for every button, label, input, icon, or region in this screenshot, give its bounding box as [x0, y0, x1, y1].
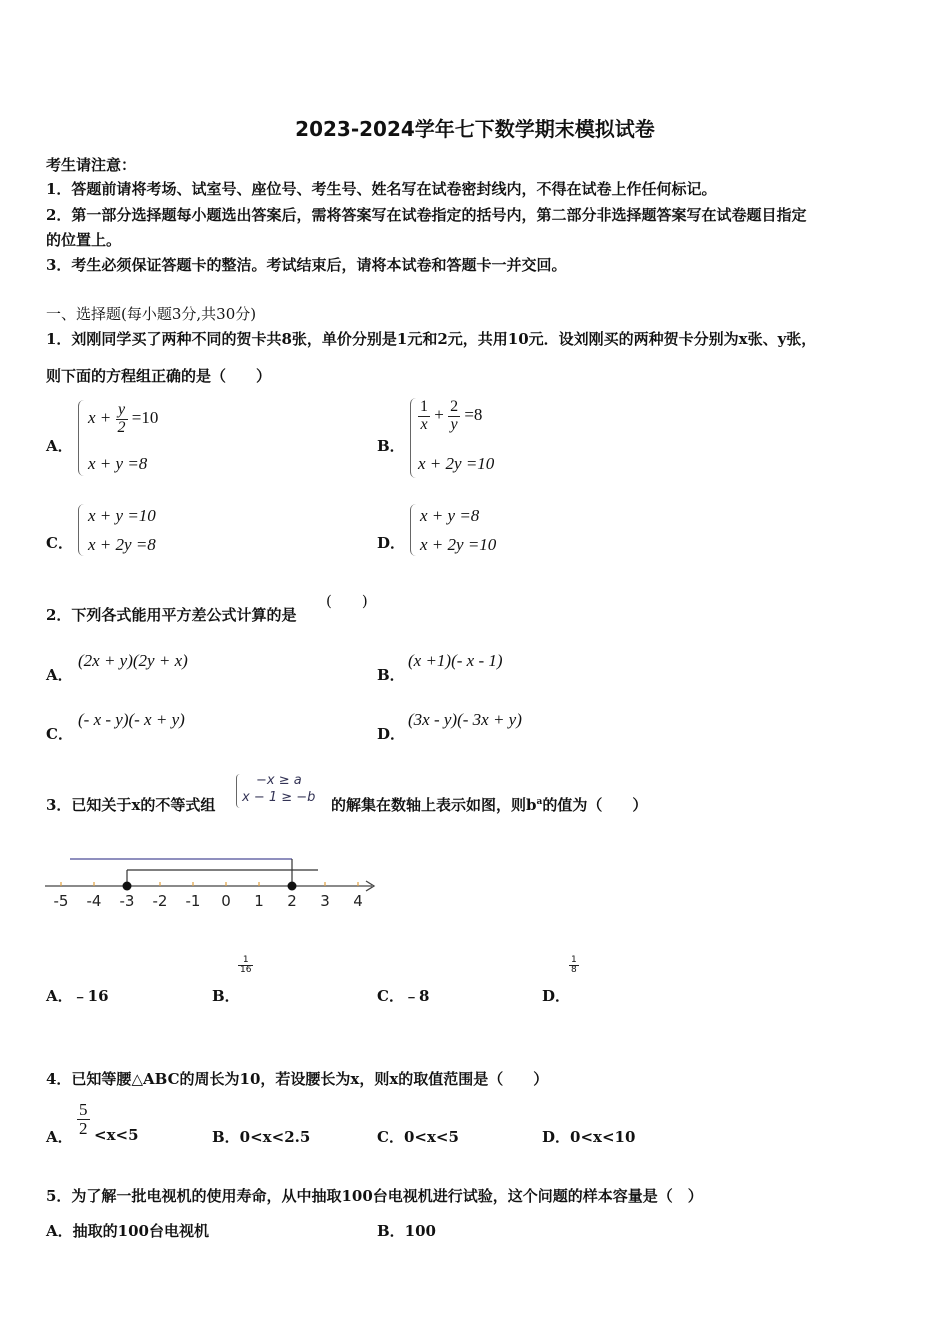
q3-axis-label: 1	[254, 892, 264, 910]
q1-d-brace	[410, 504, 419, 556]
q1-b-row1: $\frac{1}{x}$ + $\frac{2}{y}$ =8	[420, 398, 483, 433]
q3-axis-label: -4	[86, 892, 102, 910]
q4-option-d: D．0<x<10	[542, 1128, 636, 1146]
q3-number-line	[40, 850, 385, 912]
q2-option-b: (x +1)(- x - 1)	[408, 651, 503, 670]
q3-option-c: C．﹣8	[377, 987, 430, 1005]
notice-heading: 考生请注意：	[46, 156, 137, 174]
q4-option-a-frac: $\frac{5}{2}$	[79, 1100, 88, 1138]
q1-stem-line2: 则下面的方程组正确的是（ ）	[46, 367, 272, 385]
q1-a-row1: x + $\frac{y}{2}$ =10	[88, 401, 159, 436]
notice-item-1: 1．答题前请将考场、试室号、座位号、考生号、姓名写在试卷密封线内，不得在试卷上作任何标记。	[46, 180, 717, 198]
q3-sys-row2: x − 1 ≥ −b	[242, 790, 316, 805]
q3-stem-a: 3．已知关于x的不等式组	[46, 796, 216, 814]
q3-axis-label: -3	[119, 892, 135, 910]
q1-a-row2: x + y =8	[88, 454, 148, 473]
q4-option-c: C．0<x<5	[377, 1128, 459, 1146]
q2-option-a-label: A．	[46, 666, 73, 684]
q3-option-d-value: $\frac{1}{8}$	[571, 955, 577, 976]
q4-stem: 4．已知等腰△ABC的周长为10，若设腰长为x，则x的取值范围是（ ）	[46, 1070, 549, 1088]
q4-option-b: B．0<x<2.5	[212, 1128, 311, 1146]
q3-option-a: A．﹣16	[46, 987, 109, 1005]
q3-axis-label: 0	[221, 892, 231, 910]
q1-option-b-label: B．	[377, 437, 405, 455]
q3-axis-label: 2	[287, 892, 297, 910]
q1-option-d-label: D．	[377, 534, 406, 552]
q1-c-brace	[78, 504, 87, 556]
q3-option-b-label: B．	[212, 987, 240, 1005]
q3-axis-label: 4	[353, 892, 363, 910]
q2-option-b-label: B．	[377, 666, 405, 684]
q2-option-a: (2x + y)(2y + x)	[78, 651, 188, 670]
page-title: 2023-2024学年七下数学期末模拟试卷	[295, 117, 655, 141]
q1-stem-line1: 1．刘刚同学买了两种不同的贺卡共8张，单价分别是1元和2元，共用10元．设刘刚买的两种贺卡分别为x张、y张，	[46, 330, 817, 348]
q4-option-a-tail: <x<5	[94, 1126, 139, 1144]
q1-d-row2: x + 2y =10	[420, 535, 497, 554]
q4-option-a-label: A．	[46, 1128, 73, 1146]
q1-b-row2: x + 2y =10	[418, 454, 495, 473]
q2-option-d: (3x - y)(- 3x + y)	[408, 710, 522, 729]
q1-c-row2: x + 2y =8	[88, 535, 156, 554]
q5-stem: 5．为了解一批电视机的使用寿命，从中抽取100台电视机进行试验，这个问题的样本容量是（ ）	[46, 1187, 703, 1205]
section-heading: 一、选择题(每小题3分,共30分)	[46, 305, 257, 323]
q3-option-d-label: D．	[542, 987, 571, 1005]
q3-solid-point	[288, 882, 297, 891]
q3-axis-label: -1	[185, 892, 201, 910]
q3-axis-label: 3	[320, 892, 330, 910]
q5-option-a: A．抽取的100台电视机	[46, 1222, 209, 1240]
notice-item-2-cont: 的位置上。	[46, 231, 122, 249]
q5-option-b: B．100	[377, 1222, 436, 1240]
q3-sys-row1: −x ≥ a	[256, 773, 302, 788]
notice-item-3: 3．考生必须保证答题卡的整洁。考试结束后，请将本试卷和答题卡一并交回。	[46, 256, 567, 274]
q3-option-b-value: $\frac{1}{16}$	[240, 955, 252, 976]
q1-c-row1: x + y =10	[88, 506, 156, 525]
q2-option-c: (- x - y)(- x + y)	[78, 710, 185, 729]
q1-d-row1: x + y =8	[420, 506, 480, 525]
q3-solid-point	[123, 882, 132, 891]
q2-stem: 2．下列各式能用平方差公式计算的是	[46, 606, 297, 624]
q1-a-brace	[78, 400, 87, 476]
q3-axis-label: -2	[152, 892, 168, 910]
q3-stem-b: 的解集在数轴上表示如图，则$b^a$的值为（ ）	[331, 796, 648, 814]
q1-option-a-label: A．	[46, 437, 73, 455]
q1-option-c-label: C．	[46, 534, 73, 552]
q3-axis-label: -5	[53, 892, 69, 910]
notice-item-2: 2．第一部分选择题每小题选出答案后，需将答案写在试卷指定的括号内，第二部分非选择题答案写在试卷题目指定	[46, 206, 807, 224]
q2-option-d-label: D．	[377, 725, 406, 743]
q2-option-c-label: C．	[46, 725, 73, 743]
q2-paren: ( )	[326, 592, 368, 610]
